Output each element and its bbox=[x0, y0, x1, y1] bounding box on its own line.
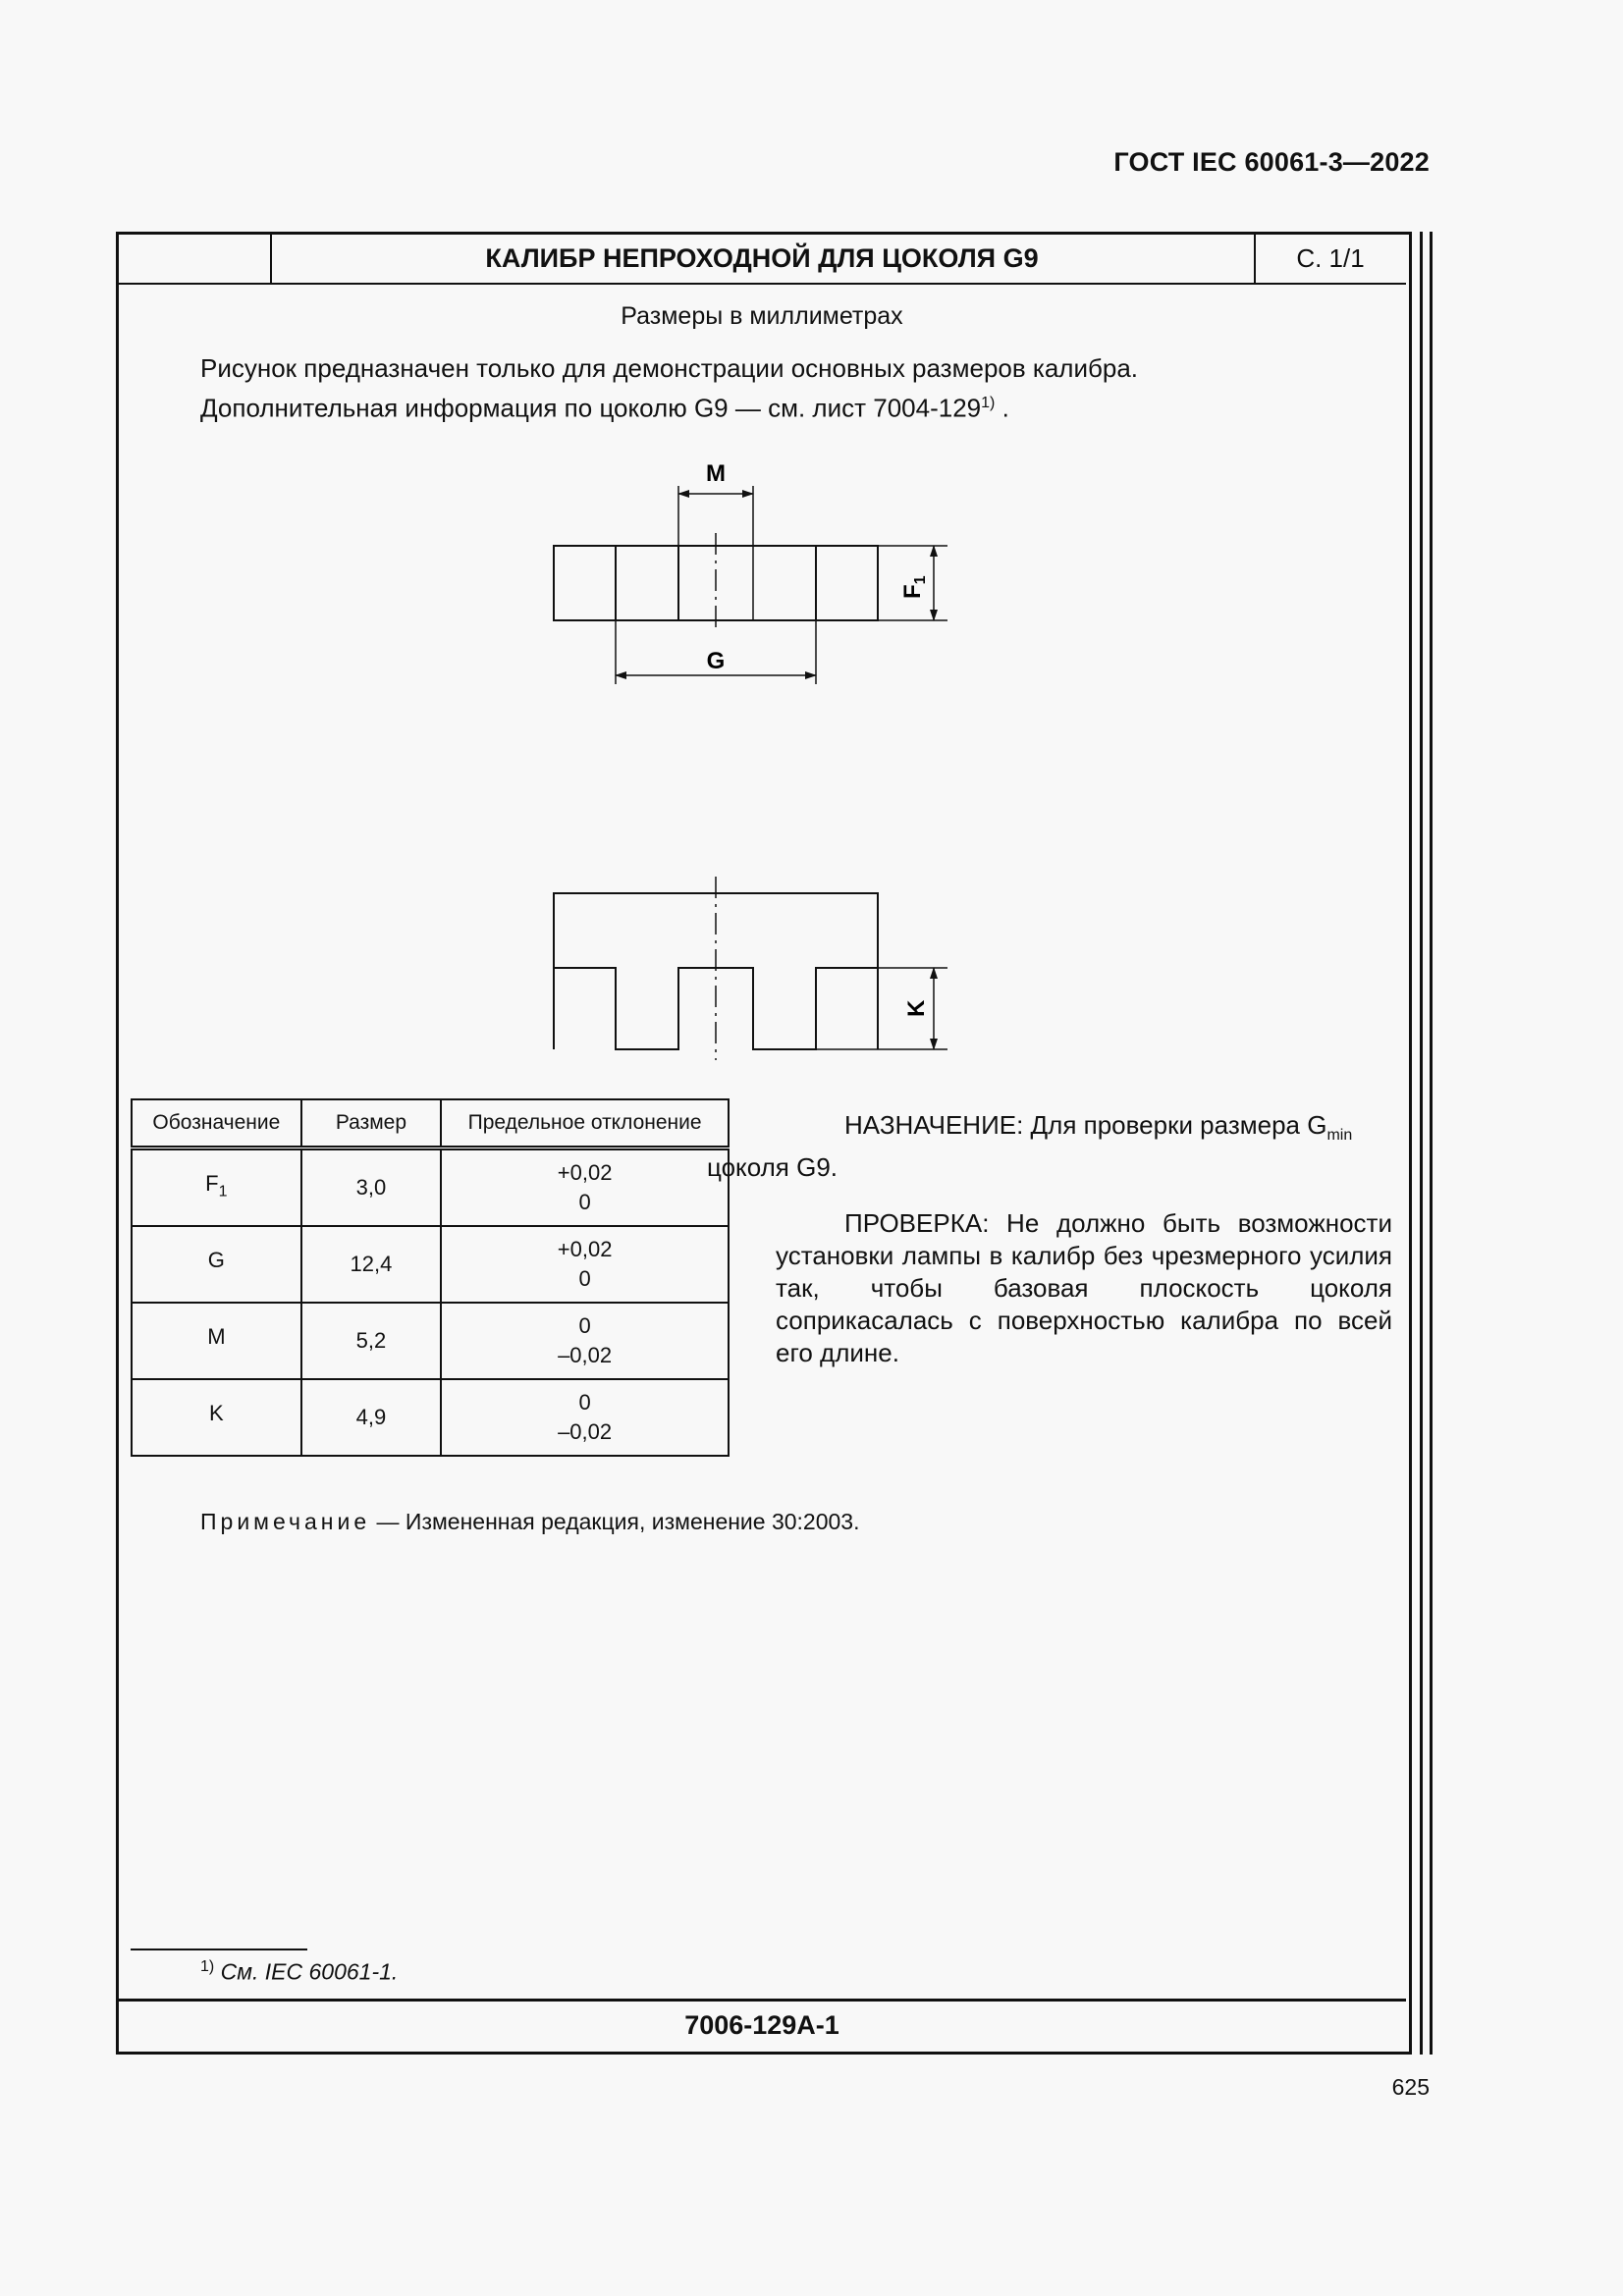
drawing-title: КАЛИБР НЕПРОХОДНОЙ ДЛЯ ЦОКОЛЯ G9 bbox=[485, 242, 1039, 273]
frame-margin-line bbox=[1430, 232, 1433, 2055]
intro-line-1: Рисунок предназначен только для демонстрации основных размеров калибра. bbox=[200, 353, 1139, 383]
table-row bbox=[132, 1379, 729, 1456]
title-block-divider bbox=[1254, 234, 1256, 284]
label-k: K bbox=[903, 999, 930, 1017]
table-row bbox=[132, 1303, 729, 1379]
dimensions-table bbox=[131, 1098, 730, 1457]
top-view bbox=[554, 486, 947, 684]
symbol-cell: M bbox=[132, 1303, 301, 1379]
col-header: Размер bbox=[301, 1099, 442, 1148]
label-f1: $F_1$ bbox=[899, 575, 929, 599]
side-view bbox=[554, 877, 947, 1060]
size-cell: 5,2 bbox=[301, 1303, 442, 1379]
units-caption: Размеры в миллиметрах bbox=[621, 302, 903, 330]
gauge-drawing bbox=[530, 452, 982, 1080]
check-text: ПРОВЕРКА: Не должно быть возможности установки лампы в калибр без чрезмерного усилия так, чтобы базовая плоскость цоколя соприкасалась с поверхностью калибра по всей его длине. bbox=[776, 1208, 1392, 1367]
standard-number: ГОСТ IEC 60061-3—2022 bbox=[1113, 147, 1430, 177]
note: Примечание — Измененная редакция, изменение 30:2003. bbox=[200, 1509, 860, 1534]
sheet-code: 7006-129A-1 bbox=[684, 2009, 839, 2040]
intro-text bbox=[200, 350, 1138, 426]
tolerance-cell: 0 –0,02 bbox=[441, 1303, 729, 1379]
symbol-cell: $F_1$ bbox=[132, 1148, 301, 1227]
size-cell: 4,9 bbox=[301, 1379, 442, 1456]
sheet-number: С. 1/1 bbox=[1296, 242, 1365, 273]
col-header: Предельное отклонение bbox=[441, 1099, 729, 1148]
purpose-text: НАЗНАЧЕНИЕ: Для проверки размера $G_{min}$ цоколя G9. bbox=[707, 1110, 1353, 1183]
frame-margin-line bbox=[1420, 232, 1423, 2055]
bottom-block-divider bbox=[118, 1999, 1406, 2002]
title-block-divider bbox=[118, 283, 1406, 285]
size-cell: 3,0 bbox=[301, 1148, 442, 1227]
size-cell: 12,4 bbox=[301, 1226, 442, 1303]
label-g: G bbox=[706, 648, 726, 674]
footnote: $^{1)}$ См. IEC 60061-1. bbox=[200, 1958, 399, 1985]
page-number: 625 bbox=[1391, 2074, 1430, 2100]
table-header bbox=[132, 1099, 729, 1148]
tolerance-cell: +0,02 0 bbox=[441, 1148, 729, 1227]
symbol-cell: G bbox=[132, 1226, 301, 1303]
table-row bbox=[132, 1148, 729, 1227]
footnote-rule bbox=[131, 1949, 307, 1950]
intro-line-2: Дополнительная информация по цоколю G9 — см. лист 7004-129$^{1)}$ . bbox=[200, 393, 1009, 423]
footnote-ref: 1) bbox=[981, 395, 996, 411]
tolerance-cell: +0,02 0 bbox=[441, 1226, 729, 1303]
col-header: Обозначение bbox=[132, 1099, 301, 1148]
table-row bbox=[132, 1226, 729, 1303]
symbol-cell: K bbox=[132, 1379, 301, 1456]
label-m: M bbox=[706, 460, 726, 487]
tolerance-cell: 0 –0,02 bbox=[441, 1379, 729, 1456]
title-block-divider bbox=[270, 234, 272, 284]
